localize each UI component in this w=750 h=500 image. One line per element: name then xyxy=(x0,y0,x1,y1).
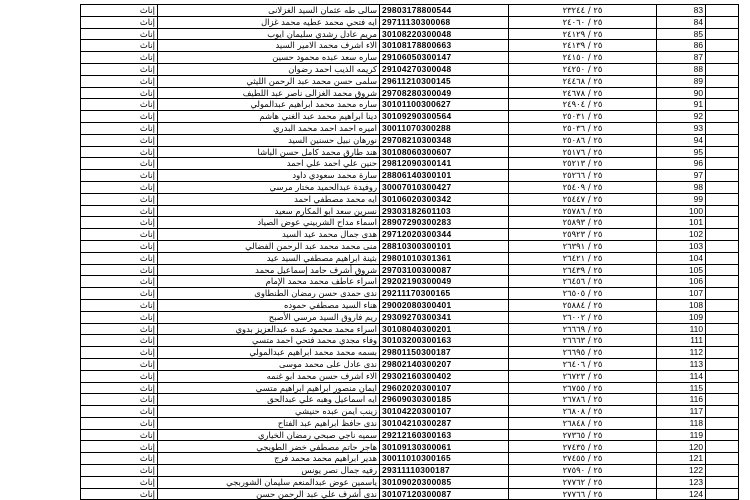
national-id-cell: 30106020300342 xyxy=(380,193,509,205)
student-list-table xyxy=(80,4,739,500)
gender-cell: إناث xyxy=(81,111,158,123)
gender-cell: إناث xyxy=(81,99,158,111)
table-row xyxy=(81,429,739,441)
national-id-cell: 30107120300087 xyxy=(380,488,509,500)
seat-number-cell: ٢٥ / ٢٤١٢٩ xyxy=(509,28,657,40)
seat-number-cell: ٢٥ / ٢٥٨٨٤ xyxy=(509,299,657,311)
seat-number-cell: ٢٥ / ٢٦٤٥٦ xyxy=(509,276,657,288)
empty-cell xyxy=(706,429,739,441)
name-cell: حنين علي احمد علي احمد xyxy=(158,158,380,170)
row-number-cell: 107 xyxy=(657,288,706,300)
seat-number-cell: ٢٥ / ٢٦٥٠٥ xyxy=(509,288,657,300)
table-row xyxy=(81,40,739,52)
seat-number-cell: ٢٥ / ٢٦٤٣٩ xyxy=(509,264,657,276)
row-number-cell: 99 xyxy=(657,193,706,205)
gender-cell: إناث xyxy=(81,28,158,40)
table-row xyxy=(81,323,739,335)
name-cell: روفيدة عبدالحميد مختار مرسي xyxy=(158,181,380,193)
gender-cell: إناث xyxy=(81,170,158,182)
national-id-cell: 28907290300283 xyxy=(380,217,509,229)
empty-cell xyxy=(706,240,739,252)
seat-number-cell: ٢٥ / ٢٧٤٥٥ xyxy=(509,453,657,465)
name-cell: اسراء محمد محمود عبده عبدالعزيز بدوي xyxy=(158,323,380,335)
national-id-cell: 28810300300101 xyxy=(380,240,509,252)
gender-cell: إناث xyxy=(81,335,158,347)
row-number-cell: 89 xyxy=(657,75,706,87)
row-number-cell: 111 xyxy=(657,335,706,347)
name-cell: اسماء مداح الشربيني عوض الصياد xyxy=(158,217,380,229)
national-id-cell: 29002080300401 xyxy=(380,299,509,311)
empty-cell xyxy=(706,370,739,382)
national-id-cell: 30007010300427 xyxy=(380,181,509,193)
empty-cell xyxy=(706,264,739,276)
gender-cell: إناث xyxy=(81,417,158,429)
national-id-cell: 30109020300085 xyxy=(380,476,509,488)
table-row xyxy=(81,158,739,170)
name-cell: بثينة ابراهيم مصطفي السيد عيد xyxy=(158,252,380,264)
table-row xyxy=(81,122,739,134)
row-number-cell: 104 xyxy=(657,252,706,264)
row-number-cell: 114 xyxy=(657,370,706,382)
row-number-cell: 100 xyxy=(657,205,706,217)
row-number-cell: 93 xyxy=(657,122,706,134)
table-row xyxy=(81,465,739,477)
row-number-cell: 123 xyxy=(657,476,706,488)
empty-cell xyxy=(706,394,739,406)
name-cell: ريم فاروق السيد مرسي الأصبح xyxy=(158,311,380,323)
row-number-cell: 124 xyxy=(657,488,706,500)
row-number-cell: 103 xyxy=(657,240,706,252)
name-cell: هدير ابراهيم محمد محمد فرج xyxy=(158,453,380,465)
name-cell: ندى حافظ ابراهيم عبد الفتاح xyxy=(158,417,380,429)
gender-cell: إناث xyxy=(81,217,158,229)
table-row xyxy=(81,288,739,300)
table-row xyxy=(81,99,739,111)
seat-number-cell: ٢٥ / ٢٧٥٩٠ xyxy=(509,465,657,477)
empty-cell xyxy=(706,28,739,40)
seat-number-cell: ٢٥ / ٢٦٣٩١ xyxy=(509,240,657,252)
table-row xyxy=(81,146,739,158)
national-id-cell: 30011070300288 xyxy=(380,122,509,134)
table-row xyxy=(81,382,739,394)
empty-cell xyxy=(706,347,739,359)
seat-number-cell: ٢٥ / ٢٥٢٦٦ xyxy=(509,170,657,182)
table-row xyxy=(81,252,739,264)
gender-cell: إناث xyxy=(81,276,158,288)
national-id-cell: 29812090300141 xyxy=(380,158,509,170)
seat-number-cell: ٢٥ / ٢٥٤٤٧ xyxy=(509,193,657,205)
empty-cell xyxy=(706,99,739,111)
seat-number-cell: ٢٥ / ٢٥١٧٦ xyxy=(509,146,657,158)
table-row xyxy=(81,134,739,146)
seat-number-cell: ٢٥ / ٢٦٤٠٦ xyxy=(509,358,657,370)
empty-cell xyxy=(706,158,739,170)
row-number-cell: 91 xyxy=(657,99,706,111)
table-row xyxy=(81,229,739,241)
row-number-cell: 122 xyxy=(657,465,706,477)
name-cell: نسرين سعد ابو المكارم سعيد xyxy=(158,205,380,217)
row-number-cell: 88 xyxy=(657,63,706,75)
row-number-cell: 83 xyxy=(657,5,706,17)
national-id-cell: 29302160300402 xyxy=(380,370,509,382)
empty-cell xyxy=(706,465,739,477)
table-row xyxy=(81,488,739,500)
table-row xyxy=(81,264,739,276)
seat-number-cell: ٢٥ / ٢٤١٥٠ xyxy=(509,52,657,64)
empty-cell xyxy=(706,288,739,300)
national-id-cell: 29602020300107 xyxy=(380,382,509,394)
gender-cell: إناث xyxy=(81,252,158,264)
row-number-cell: 121 xyxy=(657,453,706,465)
name-cell: هناء السيد مصطفي حموده xyxy=(158,299,380,311)
table-row xyxy=(81,370,739,382)
gender-cell: إناث xyxy=(81,488,158,500)
empty-cell xyxy=(706,87,739,99)
table-row xyxy=(81,358,739,370)
row-number-cell: 102 xyxy=(657,229,706,241)
row-number-cell: 101 xyxy=(657,217,706,229)
table-row xyxy=(81,347,739,359)
seat-number-cell: ٢٥ / ٢٥٧٨٦ xyxy=(509,205,657,217)
row-number-cell: 96 xyxy=(657,158,706,170)
national-id-cell: 30104210300287 xyxy=(380,417,509,429)
name-cell: رفيه جمال نصر يونس xyxy=(158,465,380,477)
name-cell: بسمه محمد محمد ابراهيم عبدالمولي xyxy=(158,347,380,359)
gender-cell: إناث xyxy=(81,87,158,99)
empty-cell xyxy=(706,193,739,205)
seat-number-cell: ٢٥ / ٢٧٧٦٦ xyxy=(509,488,657,500)
row-number-cell: 98 xyxy=(657,181,706,193)
gender-cell: إناث xyxy=(81,358,158,370)
name-cell: ندى أشرف علي عبد الرحمن حسن xyxy=(158,488,380,500)
seat-number-cell: ٢٥ / ٢٥٢١٣ xyxy=(509,158,657,170)
national-id-cell: 30108178800663 xyxy=(380,40,509,52)
empty-cell xyxy=(706,181,739,193)
row-number-cell: 97 xyxy=(657,170,706,182)
name-cell: سميه ناجي صبحي رمضان الخياري xyxy=(158,429,380,441)
row-number-cell: 120 xyxy=(657,441,706,453)
national-id-cell: 29712020300344 xyxy=(380,229,509,241)
empty-cell xyxy=(706,311,739,323)
empty-cell xyxy=(706,63,739,75)
seat-number-cell: ٢٥ / ٢٥٠٣٦ xyxy=(509,122,657,134)
seat-number-cell: ٢٥ / ٢٣٢٤٤ xyxy=(509,5,657,17)
table-row xyxy=(81,299,739,311)
empty-cell xyxy=(706,229,739,241)
gender-cell: إناث xyxy=(81,299,158,311)
empty-cell xyxy=(706,52,739,64)
national-id-cell: 29311110300187 xyxy=(380,465,509,477)
empty-cell xyxy=(706,335,739,347)
name-cell: وفاء مجدي محمد فتحي احمد متسي xyxy=(158,335,380,347)
gender-cell: إناث xyxy=(81,476,158,488)
national-id-cell: 29708210300348 xyxy=(380,134,509,146)
national-id-cell: 30011010300165 xyxy=(380,453,509,465)
row-number-cell: 92 xyxy=(657,111,706,123)
table-row xyxy=(81,170,739,182)
gender-cell: إناث xyxy=(81,406,158,418)
gender-cell: إناث xyxy=(81,158,158,170)
gender-cell: إناث xyxy=(81,311,158,323)
national-id-cell: 29801150300187 xyxy=(380,347,509,359)
row-number-cell: 94 xyxy=(657,134,706,146)
row-number-cell: 106 xyxy=(657,276,706,288)
seat-number-cell: ٢٥ / ٢٦٨٤٨ xyxy=(509,417,657,429)
national-id-cell: 29611210300145 xyxy=(380,75,509,87)
table-row xyxy=(81,75,739,87)
gender-cell: إناث xyxy=(81,193,158,205)
empty-cell xyxy=(706,111,739,123)
name-cell: نورهان نبيل حسنين السيد xyxy=(158,134,380,146)
empty-cell xyxy=(706,170,739,182)
table-row xyxy=(81,217,739,229)
seat-number-cell: ٢٥ / ٢٤٦٧٨ xyxy=(509,87,657,99)
table-row xyxy=(81,394,739,406)
gender-cell: إناث xyxy=(81,347,158,359)
gender-cell: إناث xyxy=(81,146,158,158)
seat-number-cell: ٢٥ / ٢٦٦٦٣ xyxy=(509,335,657,347)
seat-number-cell: ٢٥ / ٢٦٦٦٩ xyxy=(509,323,657,335)
empty-cell xyxy=(706,476,739,488)
national-id-cell: 29309270300341 xyxy=(380,311,509,323)
table-row xyxy=(81,311,739,323)
gender-cell: إناث xyxy=(81,40,158,52)
name-cell: الاء اشرف حسن محمد ابو غنمه xyxy=(158,370,380,382)
empty-cell xyxy=(706,217,739,229)
table-row xyxy=(81,111,739,123)
name-cell: ايه اسماعيل وهبه علي عبدالحق xyxy=(158,394,380,406)
national-id-cell: 29708280300049 xyxy=(380,87,509,99)
row-number-cell: 115 xyxy=(657,382,706,394)
row-number-cell: 118 xyxy=(657,417,706,429)
empty-cell xyxy=(706,205,739,217)
empty-cell xyxy=(706,382,739,394)
seat-number-cell: ٢٥ / ٢٦٧٢٣ xyxy=(509,370,657,382)
table-row xyxy=(81,205,739,217)
national-id-cell: 30109290300564 xyxy=(380,111,509,123)
gender-cell: إناث xyxy=(81,52,158,64)
gender-cell: إناث xyxy=(81,323,158,335)
name-cell: سلمى حسن محمد عبد الرحمن الليثي xyxy=(158,75,380,87)
name-cell: شروق محمد الغزالى ناصر عبد اللطيف xyxy=(158,87,380,99)
name-cell: ساره محمد محمد ابراهيم عبدالمولي xyxy=(158,99,380,111)
seat-number-cell: ٢٥ / ٢٤٠٦٠ xyxy=(509,16,657,28)
gender-cell: إناث xyxy=(81,394,158,406)
national-id-cell: 29106050300147 xyxy=(380,52,509,64)
seat-number-cell: ٢٥ / ٢٦٠٠٢ xyxy=(509,311,657,323)
row-number-cell: 119 xyxy=(657,429,706,441)
empty-cell xyxy=(706,441,739,453)
gender-cell: إناث xyxy=(81,229,158,241)
table-row xyxy=(81,193,739,205)
gender-cell: إناث xyxy=(81,429,158,441)
gender-cell: إناث xyxy=(81,370,158,382)
name-cell: ياسمين عوض عبدالمنعم سليمان الشوربجي xyxy=(158,476,380,488)
seat-number-cell: ٢٥ / ٢٤٩٠٤ xyxy=(509,99,657,111)
name-cell: اميره احمد احمد محمد البدري xyxy=(158,122,380,134)
empty-cell xyxy=(706,252,739,264)
national-id-cell: 29303182601103 xyxy=(380,205,509,217)
gender-cell: إناث xyxy=(81,5,158,17)
row-number-cell: 105 xyxy=(657,264,706,276)
national-id-cell: 28806140300101 xyxy=(380,170,509,182)
name-cell: مريم عادل رشدي سليمان ايوب xyxy=(158,28,380,40)
gender-cell: إناث xyxy=(81,240,158,252)
table-row xyxy=(81,181,739,193)
table-row xyxy=(81,406,739,418)
empty-cell xyxy=(706,358,739,370)
gender-cell: إناث xyxy=(81,205,158,217)
gender-cell: إناث xyxy=(81,453,158,465)
national-id-cell: 29803178800544 xyxy=(380,5,509,17)
national-id-cell: 30108220300048 xyxy=(380,28,509,40)
table-row xyxy=(81,441,739,453)
empty-cell xyxy=(706,417,739,429)
name-cell: دينا ابراهيم محمد عبد الغني هاشم xyxy=(158,111,380,123)
seat-number-cell: ٢٥ / ٢٦٦٩٥ xyxy=(509,347,657,359)
empty-cell xyxy=(706,406,739,418)
empty-cell xyxy=(706,276,739,288)
name-cell: ساره سعد عبده محمود حسين xyxy=(158,52,380,64)
row-number-cell: 116 xyxy=(657,394,706,406)
empty-cell xyxy=(706,299,739,311)
name-cell: سالى طه عثمان السيد الغزلانى xyxy=(158,5,380,17)
table-row xyxy=(81,28,739,40)
name-cell: اسراء عاطف محمد محمد الإمام xyxy=(158,276,380,288)
seat-number-cell: ٢٥ / ٢٦٧٨٦ xyxy=(509,394,657,406)
national-id-cell: 30109130300061 xyxy=(380,441,509,453)
row-number-cell: 108 xyxy=(657,299,706,311)
row-number-cell: 84 xyxy=(657,16,706,28)
national-id-cell: 30108040300201 xyxy=(380,323,509,335)
empty-cell xyxy=(706,488,739,500)
seat-number-cell: ٢٥ / ٢٥٠٣١ xyxy=(509,111,657,123)
empty-cell xyxy=(706,16,739,28)
name-cell: هند طارق محمد كامل حسن الباشا xyxy=(158,146,380,158)
row-number-cell: 87 xyxy=(657,52,706,64)
name-cell: ايه محمد مصطفي احمد xyxy=(158,193,380,205)
national-id-cell: 29202190300049 xyxy=(380,276,509,288)
empty-cell xyxy=(706,75,739,87)
seat-number-cell: ٢٥ / ٢٥٠٨٦ xyxy=(509,134,657,146)
name-cell: هدى جمال محمد عيد السيد xyxy=(158,229,380,241)
seat-number-cell: ٢٥ / ٢٤١٣٩ xyxy=(509,40,657,52)
gender-cell: إناث xyxy=(81,16,158,28)
table-row xyxy=(81,5,739,17)
table-row xyxy=(81,87,739,99)
empty-cell xyxy=(706,134,739,146)
national-id-cell: 29802140300207 xyxy=(380,358,509,370)
national-id-cell: 29711130300068 xyxy=(380,16,509,28)
empty-cell xyxy=(706,453,739,465)
seat-number-cell: ٢٥ / ٢٦٨٠٨ xyxy=(509,406,657,418)
national-id-cell: 29801010301361 xyxy=(380,252,509,264)
gender-cell: إناث xyxy=(81,288,158,300)
seat-number-cell: ٢٥ / ٢٦٧٥٥ xyxy=(509,382,657,394)
gender-cell: إناث xyxy=(81,75,158,87)
national-id-cell: 30108060300607 xyxy=(380,146,509,158)
seat-number-cell: ٢٥ / ٢٧٤٣٥ xyxy=(509,441,657,453)
table-row xyxy=(81,417,739,429)
national-id-cell: 30104220300107 xyxy=(380,406,509,418)
seat-number-cell: ٢٥ / ٢٤٢٥٠ xyxy=(509,63,657,75)
table-row xyxy=(81,476,739,488)
row-number-cell: 117 xyxy=(657,406,706,418)
row-number-cell: 113 xyxy=(657,358,706,370)
name-cell: سارة محمد سعودي داود xyxy=(158,170,380,182)
gender-cell: إناث xyxy=(81,441,158,453)
name-cell: زينب ايمن عبده حنيشي xyxy=(158,406,380,418)
table-row xyxy=(81,240,739,252)
gender-cell: إناث xyxy=(81,382,158,394)
seat-number-cell: ٢٥ / ٢٥٨٩٣ xyxy=(509,217,657,229)
table-row xyxy=(81,335,739,347)
row-number-cell: 112 xyxy=(657,347,706,359)
national-id-cell: 30101100300627 xyxy=(380,99,509,111)
national-id-cell: 30103200300163 xyxy=(380,335,509,347)
student-list-body xyxy=(81,5,739,500)
seat-number-cell: ٢٥ / ٢٤٤٦٨ xyxy=(509,75,657,87)
gender-cell: إناث xyxy=(81,181,158,193)
gender-cell: إناث xyxy=(81,264,158,276)
gender-cell: إناث xyxy=(81,63,158,75)
empty-cell xyxy=(706,122,739,134)
seat-number-cell: ٢٥ / ٢٧٣٦٥ xyxy=(509,429,657,441)
name-cell: ندى حمدى حسن رمضان الطنطاوى xyxy=(158,288,380,300)
seat-number-cell: ٢٥ / ٢٦٤٢١ xyxy=(509,252,657,264)
empty-cell xyxy=(706,323,739,335)
row-number-cell: 95 xyxy=(657,146,706,158)
seat-number-cell: ٢٥ / ٢٥٤٠٩ xyxy=(509,181,657,193)
table-row xyxy=(81,276,739,288)
name-cell: ايمان منصور ابراهيم ابراهيم متسي xyxy=(158,382,380,394)
national-id-cell: 29703100300087 xyxy=(380,264,509,276)
table-row xyxy=(81,453,739,465)
name-cell: منى محمد محمد عبد الرحمن الفضالي xyxy=(158,240,380,252)
empty-cell xyxy=(706,5,739,17)
national-id-cell: 29211170300165 xyxy=(380,288,509,300)
table-row xyxy=(81,63,739,75)
gender-cell: إناث xyxy=(81,465,158,477)
empty-cell xyxy=(706,146,739,158)
row-number-cell: 85 xyxy=(657,28,706,40)
national-id-cell: 29609030300185 xyxy=(380,394,509,406)
empty-cell xyxy=(706,40,739,52)
seat-number-cell: ٢٥ / ٢٥٩٢٣ xyxy=(509,229,657,241)
row-number-cell: 86 xyxy=(657,40,706,52)
name-cell: ندى عادل على محمد موسى xyxy=(158,358,380,370)
seat-number-cell: ٢٥ / ٢٧٧٦٢ xyxy=(509,476,657,488)
gender-cell: إناث xyxy=(81,134,158,146)
national-id-cell: 29104270300048 xyxy=(380,63,509,75)
national-id-cell: 29212160300163 xyxy=(380,429,509,441)
gender-cell: إناث xyxy=(81,122,158,134)
name-cell: شروق أشرف حامد إسماعيل محمد xyxy=(158,264,380,276)
row-number-cell: 110 xyxy=(657,323,706,335)
name-cell: الاء اشرف محمد الامير السيد xyxy=(158,40,380,52)
row-number-cell: 90 xyxy=(657,87,706,99)
name-cell: هاجر حاتم مصطفي خضر الطويجي xyxy=(158,441,380,453)
name-cell: ايه فتحي محمد عطيه محمد غزال xyxy=(158,16,380,28)
table-row xyxy=(81,16,739,28)
row-number-cell: 109 xyxy=(657,311,706,323)
name-cell: كريمه الذيب احمد رضوان xyxy=(158,63,380,75)
table-row xyxy=(81,52,739,64)
